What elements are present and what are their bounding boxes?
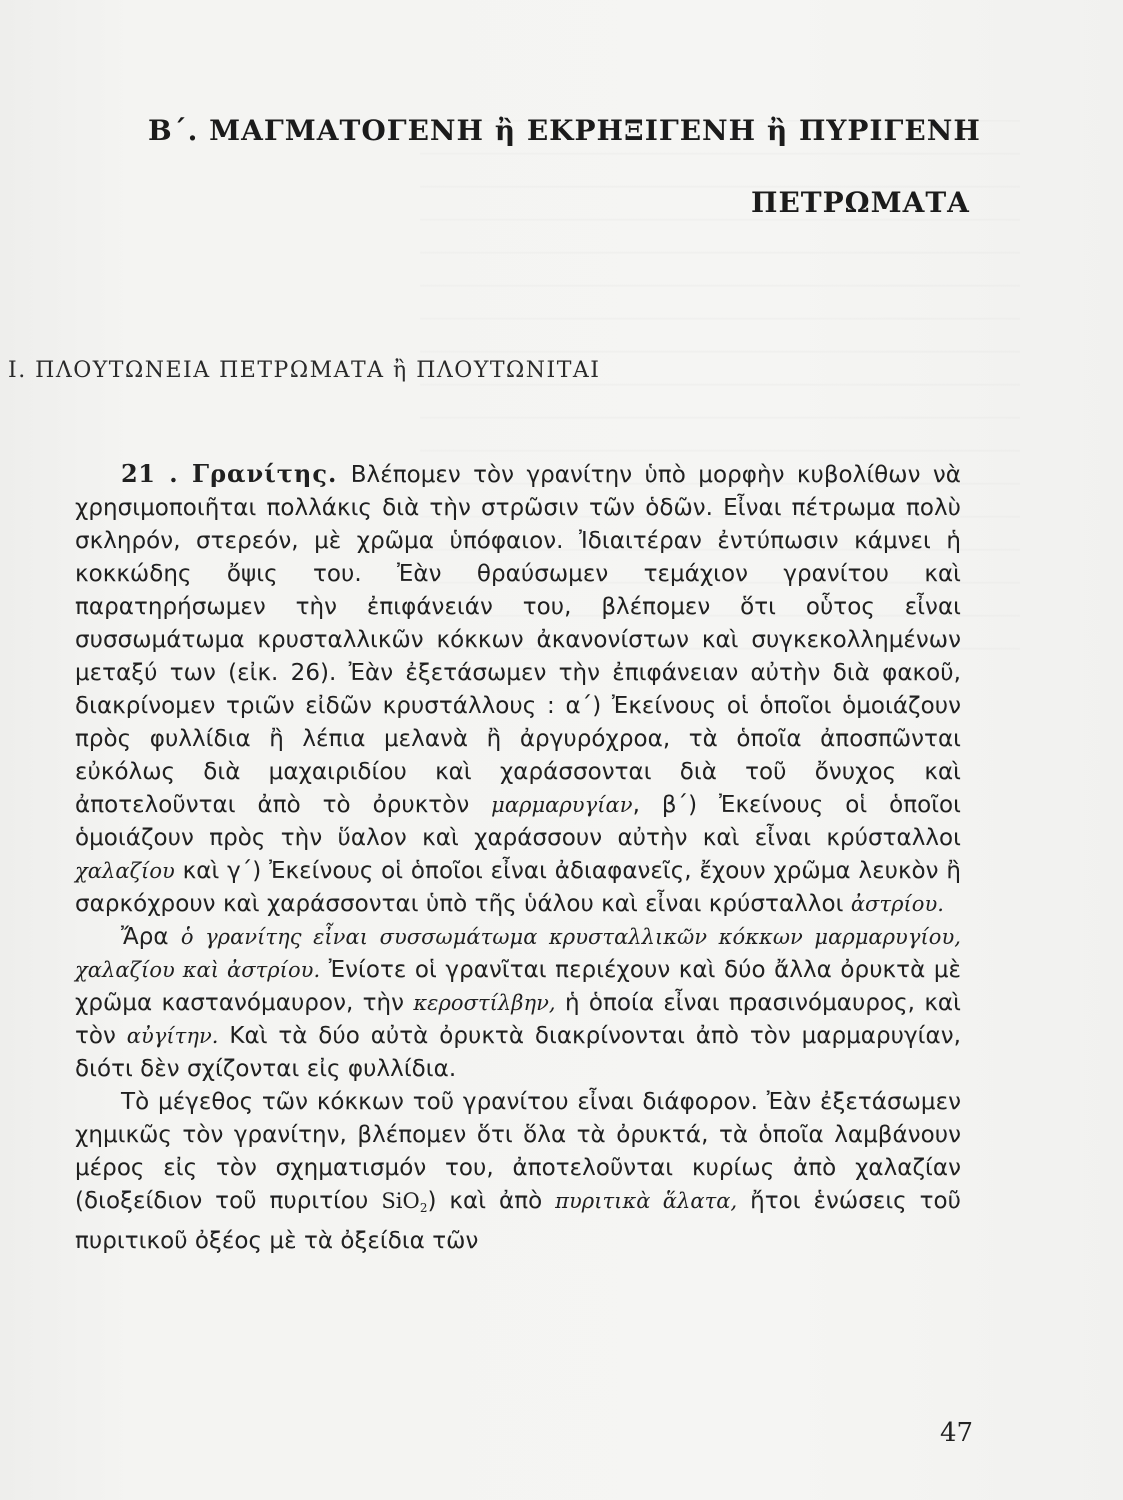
paragraph-2-text-part-2: Ἐνίοτε οἱ γρανῖται περιέχουν καὶ δύο ἄλλα ὀρυκτὰ μὲ χρῶμα καστανόμαυρον, τὴν — [75, 957, 961, 1016]
paragraph-granite-chemistry — [75, 1086, 961, 1258]
paragraph-1-text-part-2: , β΄) Ἐκείνους οἱ ὁποῖοι ὁμοιάζουν πρὸς τὴν ὕαλον καὶ χαράσσουν αὐτὴν καὶ εἶναι κρύσταλλοι — [75, 792, 961, 851]
term-mica: μαρμαρυγίαν — [491, 793, 633, 817]
chapter-title-line-1: Β΄. ΜΑΓΜΑΤΟΓΕΝΗ ἢ ΕΚΡΗΞΙΓΕΝΗ ἢ ΠΥΡΙΓΕΝΗ — [148, 114, 981, 147]
paragraph-2-text-part-3: ἡ ὁποία εἶναι πρασινόμαυρος, καὶ τὸν — [75, 990, 961, 1049]
article-number-separator: . — [155, 459, 193, 488]
term-hornblende: κεροστίλβην, — [413, 991, 556, 1015]
paragraph-3-text-part-3: ἤτοι ἑνώσεις τοῦ πυριτικοῦ ὀξέος μὲ τὰ ὀξείδια τῶν — [75, 1188, 961, 1254]
paragraph-3-text-part-1: Τὸ μέγεθος τῶν κόκκων τοῦ γρανίτου εἶναι διάφορον. Ἐὰν ἐξετάσωμεν χημικῶς τὸν γρανίτην, βλέπομεν ὅτι ὅλα τὰ ὀρυκτά, τὰ ὁποῖα λαμβάνουν μέρος εἰς τὸν σχηματισμόν του, ἀποτελοῦνται κυρίως ἀπὸ χαλαζίαν (διοξείδιον τοῦ πυριτίου — [75, 1089, 961, 1214]
page-number: 47 — [940, 1418, 974, 1448]
chapter-title-line-2: ΠΕΤΡΩΜΑΤΑ — [751, 186, 970, 219]
granite-definition: ὁ γρανίτης εἶναι συσσωμάτωμα κρυσταλλικῶν κόκκων μαρμαρυγίου, χαλαζίου καὶ ἀστρίου. — [75, 925, 961, 982]
silica-formula-subscript: 2 — [419, 1201, 428, 1215]
silica-formula-base: SiO — [381, 1189, 420, 1213]
section-heading: Ι. ΠΛΟΥΤΩΝΕΙΑ ΠΕΤΡΩΜΑΤΑ ἢ ΠΛΟΥΤΩΝΙΤΑΙ — [8, 358, 601, 383]
term-quartz: χαλαζίου — [75, 859, 175, 883]
article-title-separator: . — [327, 459, 351, 488]
paragraph-3-text-part-2: ) καὶ ἀπὸ — [427, 1188, 543, 1214]
article-body — [75, 457, 961, 1258]
paragraph-2-start: Ἄρα — [121, 924, 169, 950]
paragraph-1-text-part-3: καὶ γ΄) Ἐκείνους οἱ ὁποῖοι εἶναι ἀδιαφανεῖς, ἔχουν χρῶμα λευκὸν ἢ σαρκόχρουν καὶ χαράσσονται ὑπὸ τῆς ὑάλου καὶ εἶναι κρύσταλλοι — [75, 858, 961, 917]
paragraph-granite-composition — [75, 921, 961, 1086]
term-feldspar: ἀστρίου. — [850, 892, 945, 916]
paragraph-1-text: Βλέπομεν τὸν γρανίτην ὑπὸ μορφὴν κυβολίθων νὰ χρησιμοποιῆται πολλάκις διὰ τὴν στρῶσιν τῶν ὁδῶν. Εἶναι πέτρωμα πολὺ σκληρόν, στερεόν, μὲ χρῶμα ὑπόφαιον. Ἰδιαιτέραν ἐντύπωσιν κάμνει ἡ κοκκώδης ὄψις του. Ἐὰν θραύσωμεν τεμάχιον γρανίτου καὶ παρατηρήσωμεν τὴν ἐπιφάνειάν του, βλέπομεν ὅτι οὗτος εἶναι συσσωμάτωμα κρυσταλλικῶν κόκκων ἀκανονίστων καὶ συγκεκολλημένων μεταξύ των (εἰκ. 26). Ἐὰν ἐξετάσωμεν τὴν ἐπιφάνειαν αὐτὴν διὰ φακοῦ, διακρίνομεν τριῶν εἰδῶν κρυστάλλους : α΄) Ἐκείνους οἱ ὁποῖοι ὁμοιάζουν πρὸς φυλλίδια ἢ λέπια μελανὰ ἢ ἀργυρόχροα, τὰ ὁποῖα ἀποσπῶνται εὐκόλως διὰ μαχαιριδίου καὶ χαράσσονται διὰ τοῦ ὄνυχος καὶ ἀποτελοῦνται ἀπὸ τὸ ὀρυκτὸν — [75, 462, 961, 818]
paragraph-2-text-part-4: Καὶ τὰ δύο αὐτὰ ὀρυκτὰ διακρίνονται ἀπὸ τὸν μαρμαρυγίαν, διότι δὲν σχίζονται εἰς φυλλίδια. — [75, 1023, 961, 1082]
silica-formula — [381, 1189, 427, 1213]
article-title: Γρανίτης — [192, 459, 328, 488]
article-number: 21 — [121, 459, 156, 488]
term-silicate-salts: πυριτικὰ ἅλατα, — [555, 1189, 738, 1213]
paragraph-granite-description — [75, 457, 961, 921]
term-augite: αὐγίτην. — [126, 1024, 219, 1048]
